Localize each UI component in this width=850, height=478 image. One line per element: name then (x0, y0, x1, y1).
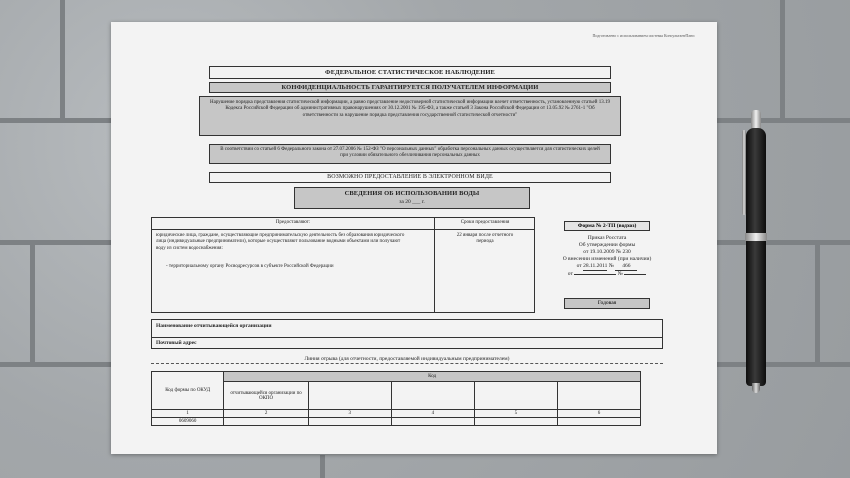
address-label: Почтовый адрес (156, 340, 197, 346)
okpo-header: отчитывающейся организации по ОКПО (224, 382, 308, 410)
form-title-box (294, 187, 530, 209)
change-date: 28.11.2011 (583, 263, 608, 269)
col-number: 6 (557, 410, 640, 418)
deadlines-header: Сроки предоставления (460, 220, 510, 225)
pen-ring (745, 233, 767, 241)
submitters-header: Предоставляют: (275, 220, 311, 225)
order-label: Приказ Росстата (587, 235, 627, 241)
col-number: 3 (308, 410, 391, 418)
col-number: 5 (474, 410, 557, 418)
col-number: 2 (224, 410, 308, 418)
deadline-text: 22 января после отчетного периода (456, 233, 514, 245)
periodicity-box: Годовая (564, 298, 650, 309)
brick-joint (60, 0, 65, 118)
form-number: Форма № 2-ТП (водхоз) (564, 221, 650, 231)
form-title: СВЕДЕНИЯ ОБ ИСПОЛЬЗОВАНИИ ВОДЫ (344, 190, 480, 197)
change-line: от 28.11.2011 № 466 (541, 263, 673, 271)
year-line: за 20 ___ г. (399, 199, 425, 205)
codes-table (151, 371, 641, 426)
form-approval-info (541, 235, 673, 278)
brick-joint (780, 0, 785, 118)
top-note: Подготовлено с использованием системы КонсультантПлюс (592, 33, 695, 38)
submitters-table (151, 217, 535, 313)
change-number: 466 (615, 263, 637, 271)
electronic-notice: ВОЗМОЖНО ПРЕДОСТАВЛЕНИЕ В ЭЛЕКТРОННОМ ВИДЕ (209, 172, 611, 183)
form-sheet (111, 22, 717, 454)
col-number: 1 (152, 410, 224, 418)
organization-box (151, 319, 663, 349)
okud-value: 0609060 (152, 418, 224, 426)
violation-notice: Нарушение порядка представления статистической информации, а равно представление недостоверной статистической информации влечет ответственность, установленную статьей 13.19 Кодекса Российской Федерации об административных правонарушениях от 30.12.2001 № 195-ФЗ, а также статьей 3 Закона Российской Федерации от 13.05.92 № 2761-1 "Об ответственности за нарушение порядка представления государственной статистической отчетности" (199, 96, 621, 136)
approval-label: Об утверждении формы (578, 242, 636, 248)
changes-label: О внесении изменений (при наличии) (562, 256, 652, 262)
org-name-label: Наименование отчитывающейся организации (156, 323, 272, 329)
pen-tip (752, 383, 760, 393)
change-line-2: от № (541, 271, 673, 278)
code-header: Код (224, 372, 641, 382)
brick-joint (815, 240, 820, 362)
federal-header: ФЕДЕРАЛЬНОЕ СТАТИСТИЧЕСКОЕ НАБЛЮДЕНИЕ (209, 66, 611, 79)
pen (746, 128, 766, 386)
brick-joint (30, 240, 35, 362)
confidential-header: КОНФИДЕНЦИАЛЬНОСТЬ ГАРАНТИРУЕТСЯ ПОЛУЧАТЕЛЕМ ИНФОРМАЦИИ (209, 82, 611, 93)
submitters-text: юридические лица, граждане, осуществляющие предпринимательскую деятельность без образования юридического лица (индивидуальные предприниматели), которые осуществляют пользование водными объектами или получают воду из систем водоснабжения: (156, 233, 405, 251)
tear-line-label: Линия отрыва (для отчетности, предоставляемой индивидуальным предпринимателем) (304, 356, 510, 362)
col-number: 4 (391, 410, 474, 418)
submitters-bullet: - территориальному органу Росводресурсов в субъекте Российской Федерации (166, 264, 334, 269)
brick-joint (320, 455, 325, 478)
personal-data-notice: В соответствии со статьей 6 Федерального закона от 27.07.2006 № 152-ФЗ "О персональных данных" обработка персональных данных осуществляется для статистических целей при условии обязательного обезличивания персональных данных (209, 144, 611, 164)
tear-line (151, 363, 663, 364)
approval-date: от 19.10.2009 № 230 (583, 249, 631, 255)
okud-header: Код формы по ОКУД (152, 372, 224, 410)
